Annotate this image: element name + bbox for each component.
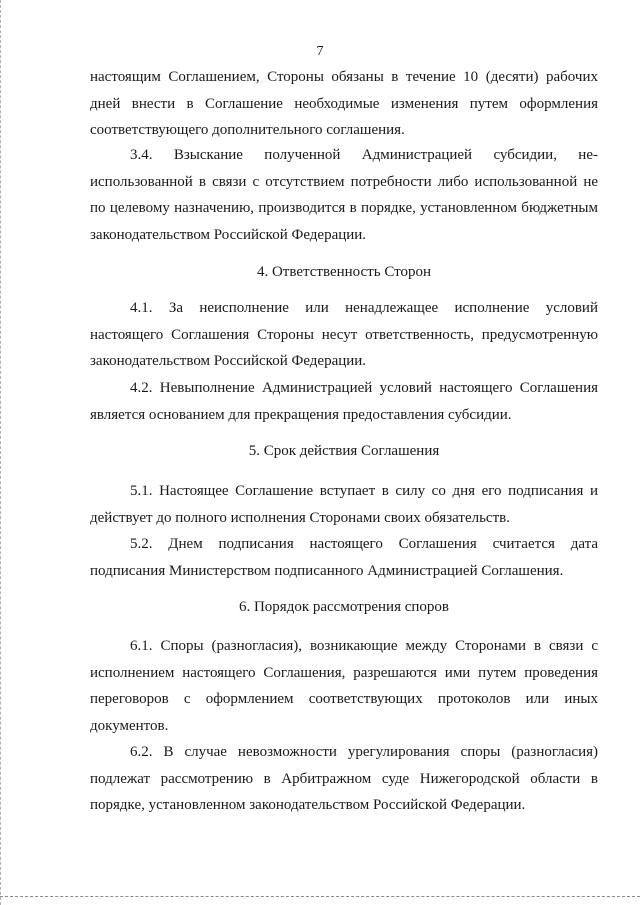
clause-5-1-text: 5.1. Настоящее Соглашение вступает в силу со дня его подписания и действует до полного исполнения Сторонами своих обязательств. xyxy=(90,483,598,526)
clause-6-1 xyxy=(90,633,598,739)
clause-5-1 xyxy=(90,478,598,531)
clause-6-2-text: 6.2. В случае невозможности урегулирования споры (разногласия) подлежат рассмотрению в Арбитражном суде Нижегородской области в порядке, установленном законодательством Российской Федерации. xyxy=(90,744,598,813)
page-number: 7 xyxy=(316,44,324,59)
clause-4-1-text: 4.1. За неисполнение или ненадлежащее исполнение условий настоящего Соглашения Стороны несут ответственность, предусмотренную законодательством Российской Федерации. xyxy=(90,300,598,369)
clause-6-1-text: 6.1. Споры (разногласия), возникающие между Сторонами в связи с исполнением настоящего Соглашения, разрешаются ими путем проведения переговоров с оформлением соответствующих протоколов или иных документов. xyxy=(90,638,598,734)
clause-5-2-text: 5.2. Днем подписания настоящего Соглашения считается дата подписания Министерством подписанного Администрацией Соглашения. xyxy=(90,536,598,579)
scan-left-edge xyxy=(0,0,1,905)
clause-5-2 xyxy=(90,531,598,584)
clause-3-4-text: 3.4. Взыскание полученной Администрацией субсидии, не-использованной в связи с отсутствием потребности либо использованной не по целевому назначению, производится в порядке, установленном бюджетным законодательством Российской Федерации. xyxy=(90,147,598,243)
paragraph-text: настоящим Соглашением, Стороны обязаны в течение 10 (десяти) рабочих дней внести в Соглашение необходимые изменения путем оформления соответствующего дополнительного соглашения. xyxy=(90,69,598,138)
clause-3-4 xyxy=(90,142,598,248)
clause-4-2 xyxy=(90,375,598,428)
section-4-heading: 4. Ответственность Сторон xyxy=(256,264,432,280)
section-6-heading: 6. Порядок рассмотрения споров xyxy=(238,599,450,615)
clause-6-2 xyxy=(90,739,598,819)
paragraph-continuation xyxy=(90,64,598,144)
scan-bottom-edge xyxy=(0,896,640,897)
clause-4-1 xyxy=(90,295,598,375)
section-5-heading: 5. Срок действия Соглашения xyxy=(248,443,440,459)
clause-4-2-text: 4.2. Невыполнение Администрацией условий настоящего Соглашения является основанием для прекращения предоставления субсидии. xyxy=(90,380,598,423)
